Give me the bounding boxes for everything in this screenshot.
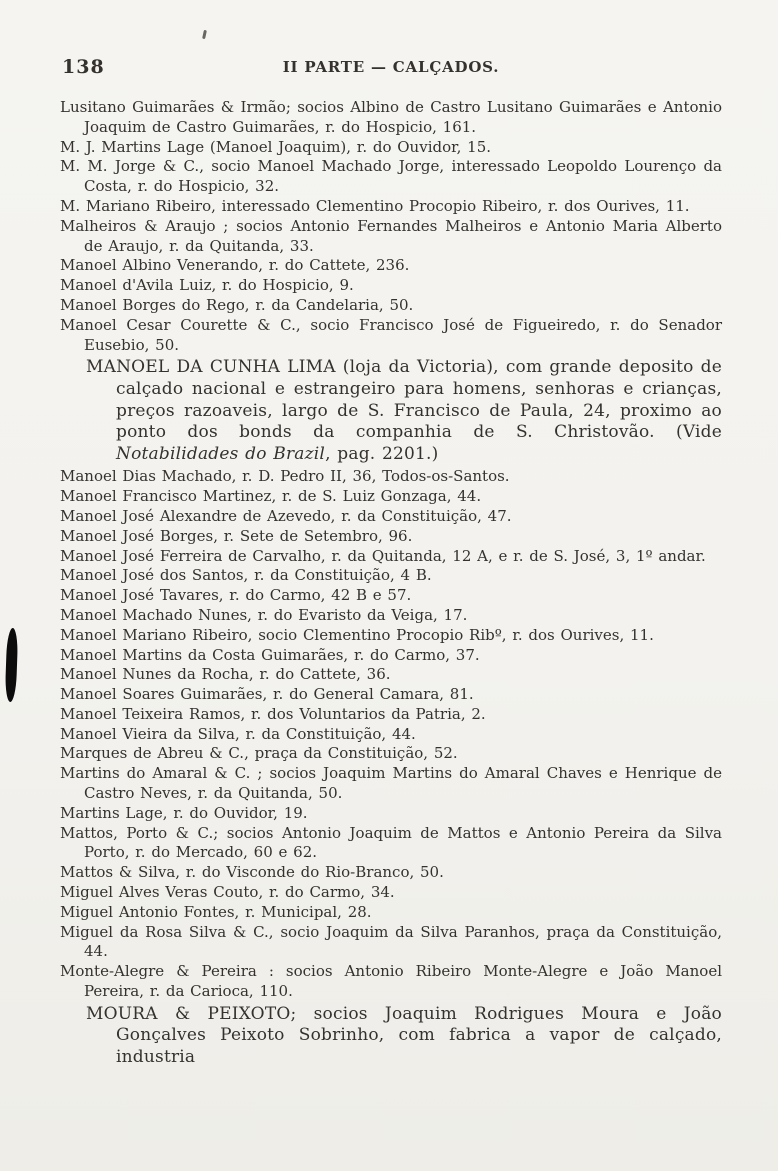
entry-text: Manoel José Tavares, r. do Carmo, 42 B e 57.	[60, 586, 412, 605]
entries	[60, 98, 722, 1069]
entry-text: Lusitano Guimarães & Irmão; socios Albino de Castro Lusitano Guimarães e Antonio Joaquim de Castro Guimarães, r. do Hospicio, 161.	[60, 98, 722, 136]
entry-text: Marques de Abreu & C., praça da Constituição, 52.	[60, 744, 458, 763]
entry-text: Manoel José Ferreira de Carvalho, r. da Quitanda, 12 A, e r. de S. José, 3, 1º andar.	[60, 546, 706, 565]
directory-entry	[86, 1004, 722, 1069]
directory-entry	[60, 863, 722, 883]
directory-entry	[60, 217, 722, 257]
entry-text: Manoel Teixeira Ramos, r. dos Voluntarios da Patria, 2.	[60, 704, 486, 723]
entry-text: , pag. 2201.)	[325, 443, 439, 464]
entry-text: Miguel da Rosa Silva & C., socio Joaquim da Silva Paranhos, praça da Constituição, 44.	[60, 922, 722, 961]
entry-text: Martins do Amaral & C. ; socios Joaquim Martins do Amaral Chaves e Henrique de Castro Neves, r. da Quitanda, 50.	[60, 764, 722, 803]
entry-text: Manoel José dos Santos, r. da Constituição, 4 B.	[60, 566, 432, 585]
page-number: 138	[62, 56, 105, 78]
directory-entry	[60, 665, 722, 685]
directory-entry	[60, 586, 722, 606]
entry-text: Manoel Mariano Ribeiro, socio Clementino Procopio Ribº, r. dos Ourives, 11.	[60, 625, 654, 644]
directory-entry	[60, 646, 722, 666]
entry-text: Monte-Alegre & Pereira : socios Antonio Ribeiro Monte-Alegre e João Manoel Pereira, r. da Carioca, 110.	[60, 962, 722, 1001]
entry-text: Manoel Soares Guimarães, r. do General Camara, 81.	[60, 685, 474, 704]
directory-entry	[60, 725, 722, 745]
directory-entry	[60, 705, 722, 725]
directory-entry	[60, 744, 722, 764]
entry-text: Manoel José Borges, r. Sete de Setembro, 96.	[60, 526, 413, 545]
entry-text: M. Mariano Ribeiro, interessado Clementino Procopio Ribeiro, r. dos Ourives, 11.	[60, 196, 690, 215]
entry-text: Miguel Alves Veras Couto, r. do Carmo, 34.	[60, 883, 395, 902]
directory-entry	[86, 357, 722, 465]
directory-entry	[60, 685, 722, 705]
directory-entry	[60, 507, 722, 527]
directory-entry	[60, 256, 722, 276]
directory-entry	[60, 157, 722, 197]
entry-text: M. M. Jorge & C., socio Manoel Machado Jorge, interessado Leopoldo Lourenço da Costa, r. do Hospicio, 32.	[60, 157, 722, 196]
entry-text: Manoel Nunes da Rocha, r. do Cattete, 36.	[60, 665, 391, 684]
entry-text: Manoel Cesar Courette & C., socio Francisco José de Figueiredo, r. do Senador Eusebio, 50.	[60, 315, 722, 354]
directory-entry	[60, 923, 722, 963]
entry-text-italic: Notabilidades do Brazil	[116, 443, 326, 464]
entry-text: Manoel Borges do Rego, r. da Candelaria, 50.	[60, 295, 414, 314]
directory-entry	[60, 626, 722, 646]
directory-entry	[60, 197, 722, 217]
entry-text: Miguel Antonio Fontes, r. Municipal, 28.	[60, 902, 372, 921]
entry-text: Mattos & Silva, r. do Visconde do Rio-Branco, 50.	[60, 863, 444, 882]
entry-text: Manoel José Alexandre de Azevedo, r. da Constituição, 47.	[60, 506, 512, 525]
entry-text: Manoel Martins da Costa Guimarães, r. do Carmo, 37.	[60, 645, 480, 664]
entry-text: Manoel Machado Nunes, r. do Evaristo da Veiga, 17.	[60, 605, 468, 624]
directory-entry	[60, 804, 722, 824]
directory-entry	[60, 883, 722, 903]
entry-text: Manoel Francisco Martinez, r. de S. Luiz Gonzaga, 44.	[60, 487, 482, 506]
entry-text: Manoel Albino Venerando, r. do Cattete, 236.	[60, 256, 410, 275]
directory-entry	[60, 487, 722, 507]
directory-entry	[60, 138, 722, 158]
directory-entry	[60, 824, 722, 864]
entry-text: M. J. Martins Lage (Manoel Joaquim), r. do Ouvidor, 15.	[60, 137, 492, 156]
entry-text: Manoel Vieira da Silva, r. da Constituição, 44.	[60, 724, 416, 743]
entry-text: Manoel d'Avila Luiz, r. do Hospicio, 9.	[60, 276, 354, 295]
entry-text: Malheiros & Araujo ; socios Antonio Fernandes Malheiros e Antonio Maria Alberto de Araujo, r. da Quitanda, 33.	[60, 216, 722, 255]
directory-entry	[60, 98, 722, 138]
directory-entry	[60, 903, 722, 923]
entry-text: Martins Lage, r. do Ouvidor, 19.	[60, 803, 308, 822]
directory-entry	[60, 276, 722, 296]
directory-entry	[60, 316, 722, 356]
directory-entry	[60, 296, 722, 316]
entry-text: MOURA & PEIXOTO; socios Joaquim Rodrigues Moura e João Gonçalves Peixoto Sobrinho, com fabrica a vapor de calçado, industria	[86, 1003, 722, 1068]
running-head: II PARTE — CALÇADOS.	[282, 58, 500, 76]
entry-text: Mattos, Porto & C.; socios Antonio Joaquim de Mattos e Antonio Pereira da Silva Porto, r. do Mercado, 60 e 62.	[60, 823, 722, 862]
directory-entry	[60, 467, 722, 487]
entry-text: MANOEL DA CUNHA LIMA (loja da Victoria), com grande deposito de calçado nacional e estrangeiro para homens, senhoras e crianças, preços razoaveis, largo de S. Francisco de Paula, 24, proximo ao ponto dos bonds da companhia de S. Christovão. (Vide	[86, 357, 722, 443]
directory-entry	[60, 566, 722, 586]
page-header	[60, 54, 722, 84]
directory-entry	[60, 527, 722, 547]
directory-entry	[60, 547, 722, 567]
directory-entry	[60, 962, 722, 1002]
directory-entry	[60, 606, 722, 626]
entry-text: Manoel Dias Machado, r. D. Pedro II, 36, Todos-os-Santos.	[60, 467, 510, 486]
directory-entry	[60, 764, 722, 804]
